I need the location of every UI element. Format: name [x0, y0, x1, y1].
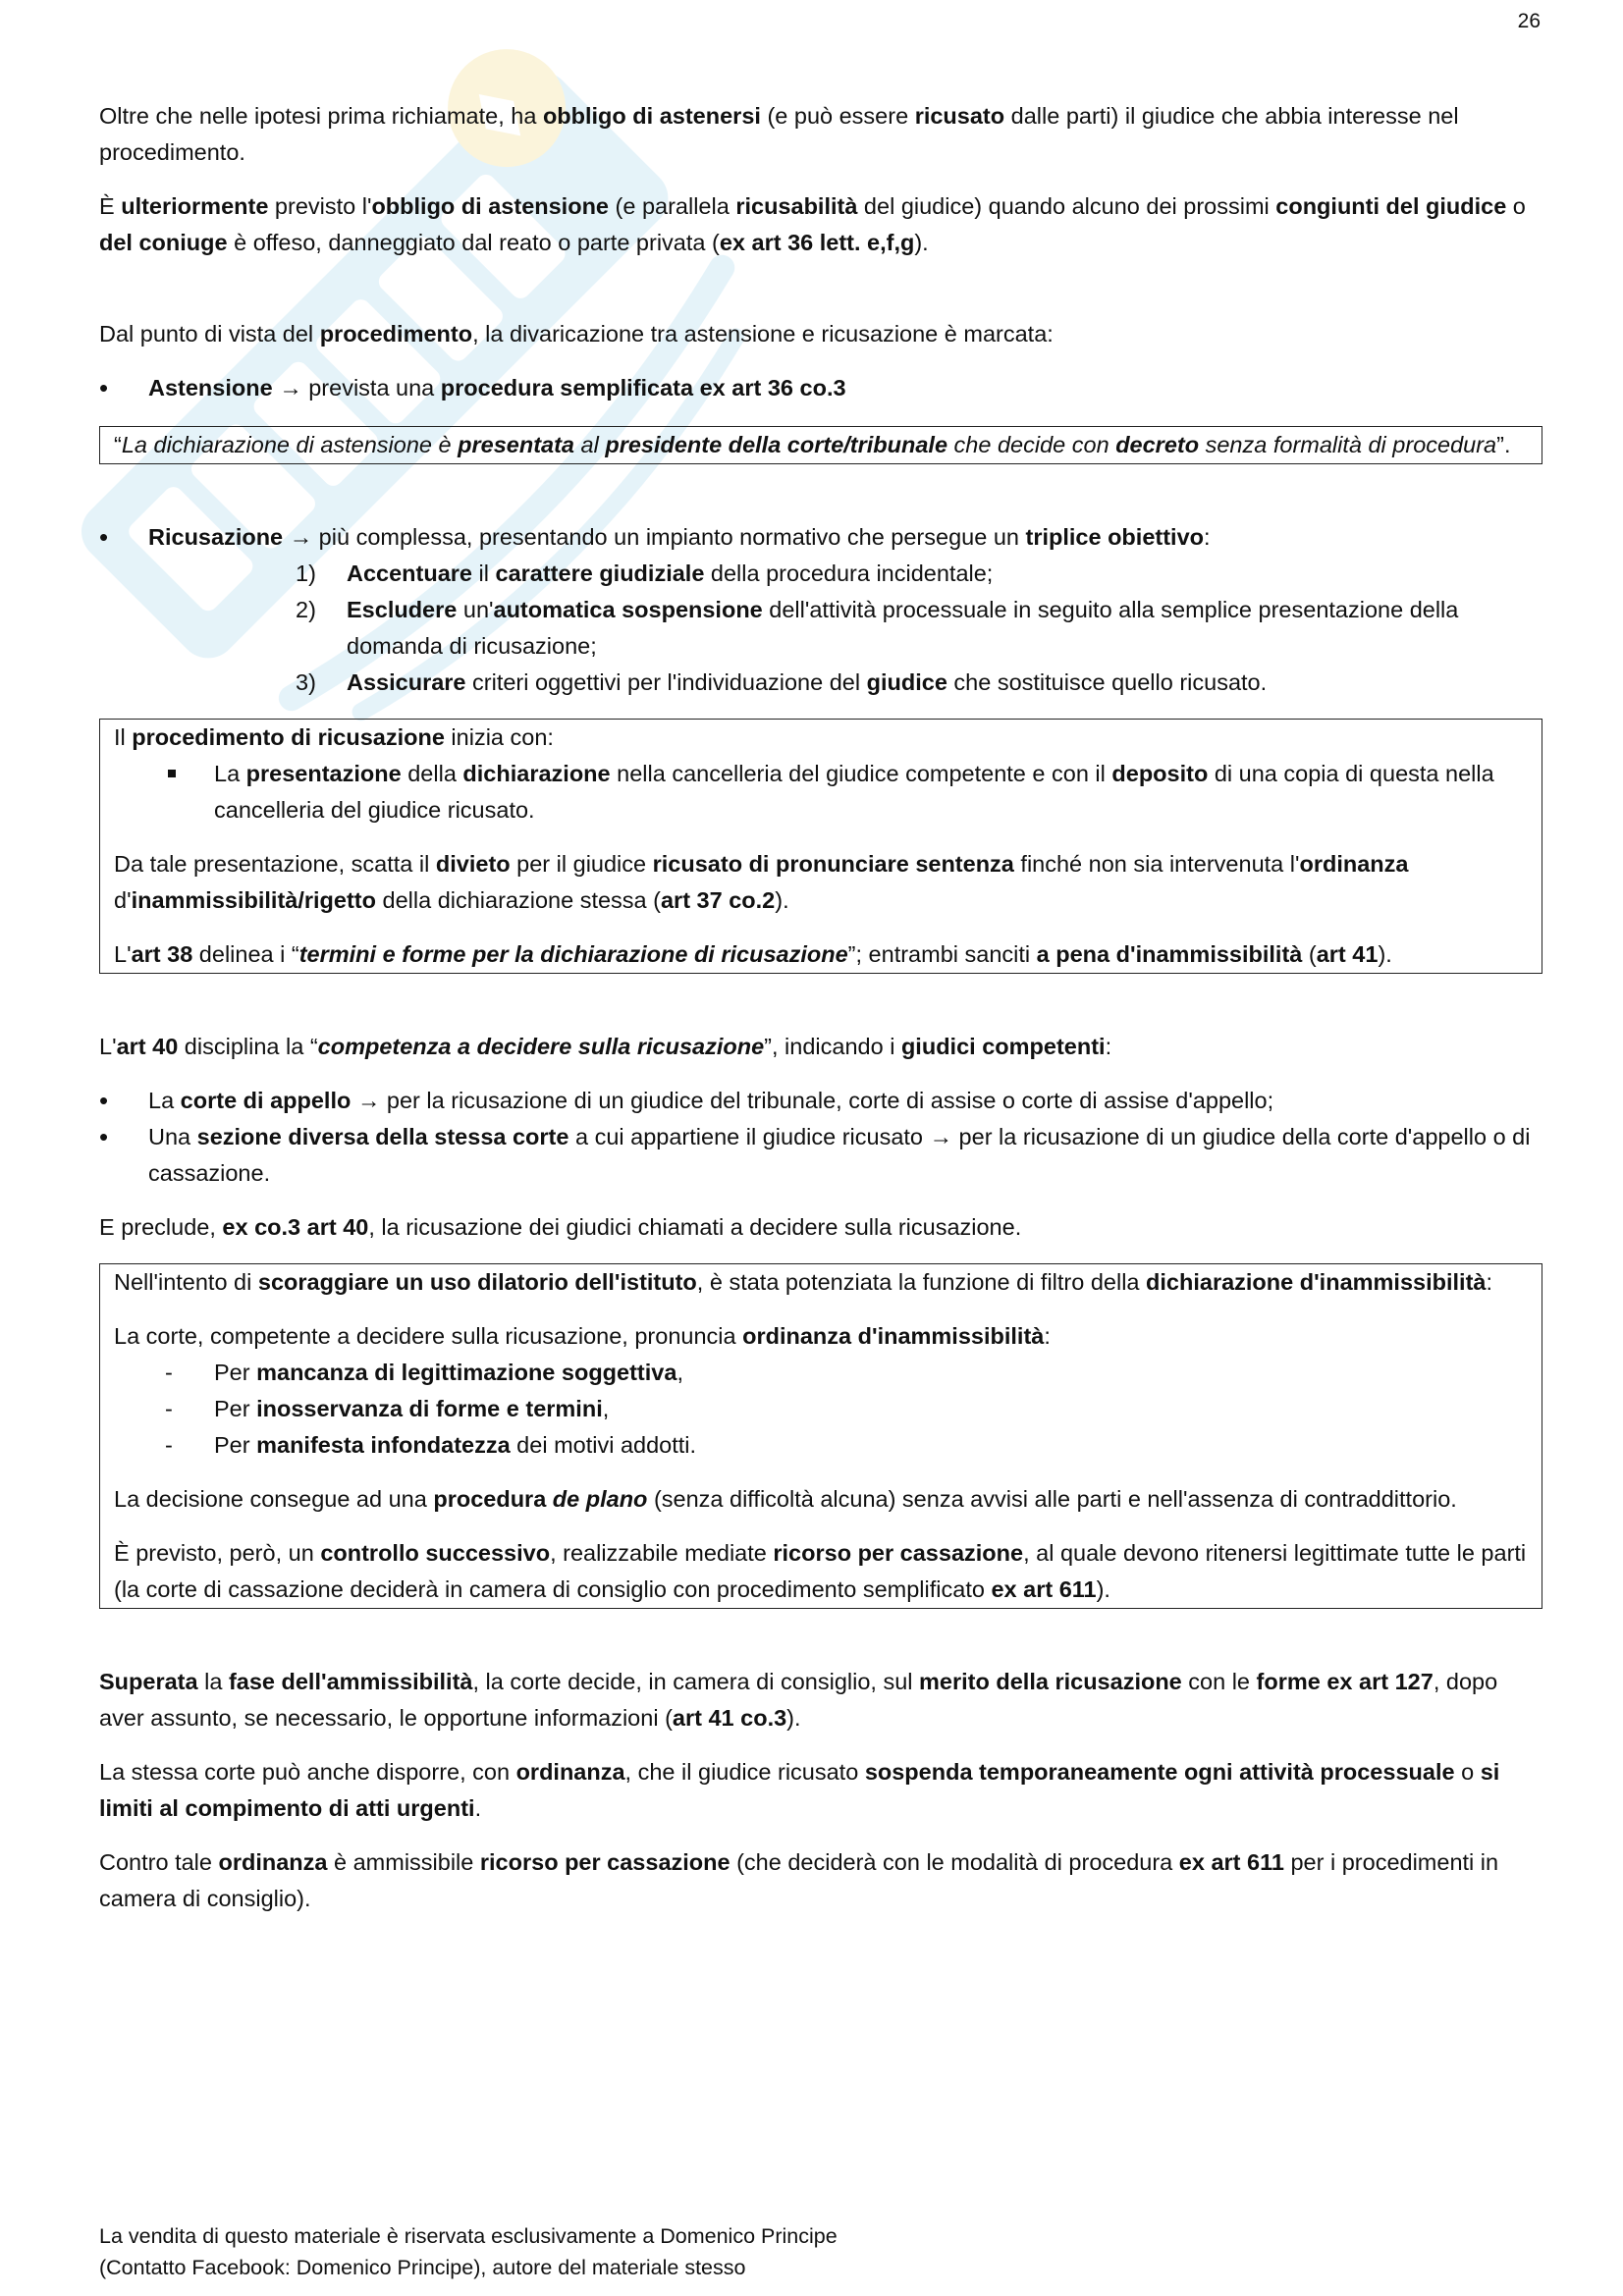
paragraph-art40: L'art 40 disciplina la “competenza a decidere sulla ricusazione”, indicando i giudici competenti: [99, 1034, 1112, 1059]
dash-item: - Per manifesta infondatezza dei motivi addotti. [165, 1432, 697, 1458]
paragraph-stessa-corte: La stessa corte può anche disporre, con ordinanza, che il giudice ricusato sospenda temporaneamente ogni attività processuale o si limiti al compimento di atti urgenti. [99, 1759, 1500, 1821]
paragraph-preclude: E preclude, ex co.3 art 40, la ricusazione dei giudici chiamati a decidere sulla ricusazione. [99, 1214, 1022, 1240]
paragraph-divaricazione: Dal punto di vista del procedimento, la divaricazione tra astensione e ricusazione è marcata: [99, 321, 1054, 347]
box3-de-plano: La decisione consegue ad una procedura de plano (senza difficoltà alcuna) senza avvisi alle parti e nell'assenza di contraddittorio. [114, 1486, 1457, 1512]
bullet-list-astensione [99, 370, 1542, 406]
box3-controllo: È previsto, però, un controllo successivo, realizzabile mediate ricorso per cassazione, al quale devono ritenersi legittimate tutte le parti (la corte di cassazione deciderà in camera di consiglio con procedimento semplificato ex art 611). [114, 1540, 1527, 1602]
dash-item: - Per inosservanza di forme e termini, [165, 1396, 610, 1421]
paragraph-obbligo-astenersi: Oltre che nelle ipotesi prima richiamate, ha obbligo di astenersi (e può essere ricusato dalle parti) il giudice che abbia interesse nel procedimento. [99, 103, 1459, 165]
box-dichiarazione-astensione [99, 426, 1542, 464]
arrow-right-icon: → [279, 375, 302, 400]
box3-ordinanza: La corte, competente a decidere sulla ricusazione, pronuncia ordinanza d'inammissibilità: [114, 1323, 1051, 1349]
bullet-corte-appello: • La corte di appello → per la ricusazione di un giudice del tribunale, corte di assise o corte di assise d'appello; [99, 1083, 1542, 1119]
bullet-list-giudici-competenti [99, 1083, 1542, 1192]
arrow-right-icon: → [289, 524, 313, 550]
arrow-right-icon: → [929, 1124, 953, 1149]
square-bullet-list [114, 756, 1528, 828]
arrow-right-icon: → [356, 1088, 381, 1113]
bullet-sezione-diversa: • Una sezione diversa della stessa corte a cui appartiene il giudice ricusato → per la ricusazione di un giudice della corte d'appello o di cassazione. [99, 1119, 1542, 1192]
bullet-astensione: • Astensione → prevista una procedura semplificata ex art 36 co.3 [99, 370, 1542, 406]
box2-divieto: Da tale presentazione, scatta il divieto per il giudice ricusato di pronunciare sentenza finché non sia intervenuta l'ordinanza d'inammissibilità/rigetto della dichiarazione stessa (art 37 co.2). [114, 851, 1409, 913]
footer [99, 2220, 838, 2283]
objective-item: 2) Escludere un'automatica sospensione dell'attività processuale in seguito alla semplice presentazione della domanda di ricusazione; [296, 597, 1459, 659]
box3-intento: Nell'intento di scoraggiare un uso dilatorio dell'istituto, è stata potenziata la funzione di filtro della dichiarazione d'inammissibilità: [114, 1269, 1492, 1295]
box-inammissibilita [99, 1263, 1542, 1609]
paragraph-obbligo-astensione: È ulteriormente previsto l'obbligo di astensione (e parallela ricusabilità del giudice) quando alcuno dei prossimi congiunti del giudice o del coniuge è offeso, danneggiato dal reato o parte privata (ex art 36 lett. e,f,g). [99, 193, 1526, 255]
paragraph-superata: Superata la fase dell'ammissibilità, la corte decide, in camera di consiglio, sul merito della ricusazione con le forme ex art 127, dopo aver assunto, se necessario, le opportune informazioni (art 41 co.3). [99, 1669, 1498, 1731]
paragraph-contro-ordinanza: Contro tale ordinanza è ammissibile ricorso per cassazione (che deciderà con le modalità di procedura ex art 611 per i procedimenti in camera di consiglio). [99, 1849, 1499, 1911]
footer-line: La vendita di questo materiale è riservata esclusivamente a Domenico Principe [99, 2224, 838, 2248]
document-body [99, 98, 1542, 1917]
footer-line: (Contatto Facebook: Domenico Principe), autore del materiale stesso [99, 2256, 746, 2279]
quote-dichiarazione-astensione: “La dichiarazione di astensione è presentata al presidente della corte/tribunale che decide con decreto senza formalità di procedura”. [114, 432, 1511, 457]
dash-list-motivi [114, 1355, 1528, 1464]
page-number: 26 [1517, 10, 1541, 32]
objective-item: 1) Accentuare il carattere giudiziale della procedura incidentale; [296, 561, 994, 586]
box2-intro: Il procedimento di ricusazione inizia con: [114, 724, 554, 750]
bullet-list-ricusazione [99, 519, 1542, 556]
objective-item: 3) Assicurare criteri oggettivi per l'individuazione del giudice che sostituisce quello ricusato. [296, 669, 1268, 695]
box-procedimento-ricusazione [99, 719, 1542, 974]
bullet-ricusazione: • Ricusazione → più complessa, presentando un impianto normativo che persegue un triplice obiettivo: [99, 519, 1542, 556]
square-bullet-item: La presentazione della dichiarazione nella cancelleria del giudice competente e con il deposito di una copia di questa nella cancelleria del giudice ricusato. [114, 756, 1528, 828]
objectives-list [99, 556, 1542, 701]
dash-item: - Per mancanza di legittimazione soggettiva, [165, 1360, 683, 1385]
box2-art38: L'art 38 delinea i “termini e forme per la dichiarazione di ricusazione”; entrambi sanciti a pena d'inammissibilità (art 41). [114, 941, 1392, 967]
